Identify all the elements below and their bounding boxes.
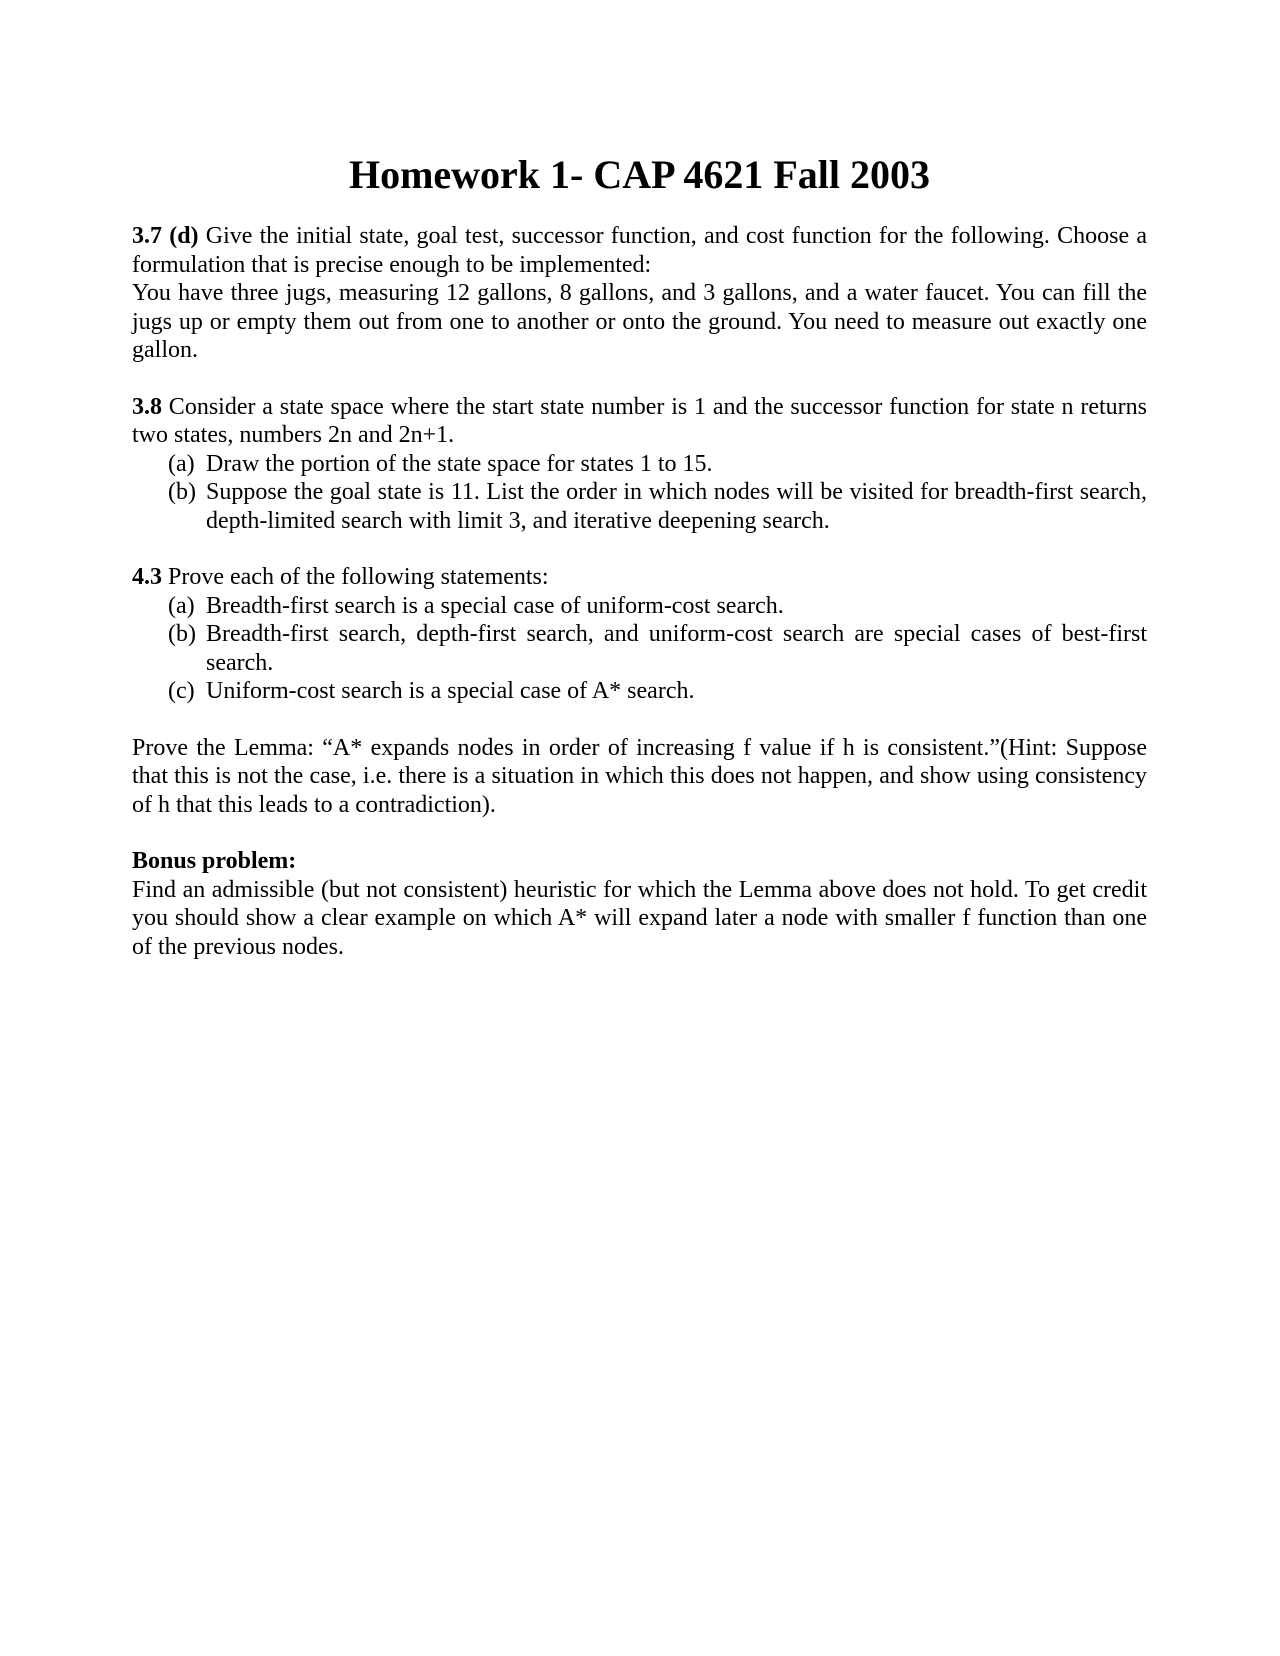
item-text: Breadth-first search is a special case of uniform-cost search. xyxy=(206,592,784,619)
item-label: (b) xyxy=(168,479,196,505)
question-text: Prove each of the following statements: xyxy=(162,564,549,590)
list-item xyxy=(168,450,1147,479)
list-item xyxy=(168,677,1147,706)
list-item xyxy=(168,620,1147,677)
question-3-7-intro xyxy=(132,222,1147,279)
question-number: 3.8 xyxy=(132,393,162,420)
item-label: (c) xyxy=(168,678,195,704)
question-3-8-intro xyxy=(132,393,1147,450)
question-text: Consider a state space where the start state number is 1 and the successor function for state n returns two states, numbers 2n and 2n+1. xyxy=(132,393,1147,448)
item-text: Uniform-cost search is a special case of A* search. xyxy=(206,678,695,704)
item-text: Suppose the goal state is 11. List the order in which nodes will be visited for breadth-first search, depth-limited search with limit 3, and iterative deepening search. xyxy=(206,479,1147,534)
item-text: Breadth-first search, depth-first search, and uniform-cost search are special cases of best-first search. xyxy=(206,621,1147,676)
question-4-3-intro xyxy=(132,563,1147,592)
question-number: 3.7 (d) xyxy=(132,223,199,249)
item-label: (a) xyxy=(168,592,195,619)
list-item xyxy=(168,478,1147,535)
list-item xyxy=(168,592,1147,621)
item-text: Draw the portion of the state space for states 1 to 15. xyxy=(206,450,713,477)
item-label: (b) xyxy=(168,621,196,647)
lemma-paragraph: Prove the Lemma: “A* expands nodes in order of increasing f value if h is consistent.”(Hint: Suppose that this is not the case, i.e. there is a situation in which this does not happen, and show using consistency of h that this leads to a contradiction). xyxy=(132,734,1147,818)
page-title: Homework 1- CAP 4621 Fall 2003 xyxy=(348,152,931,197)
question-3-7-body: You have three jugs, measuring 12 gallons, 8 gallons, and 3 gallons, and a water faucet. You can fill the jugs up or empty them out from one to another or onto the ground. You need to measure out exactly one gallon. xyxy=(132,280,1147,363)
bonus-paragraph: Find an admissible (but not consistent) heuristic for which the Lemma above does not hold. To get credit you should show a clear example on which A* will expand later a node with smaller f function than one of the previous nodes. xyxy=(132,876,1147,960)
document-page xyxy=(132,150,1147,961)
item-label: (a) xyxy=(168,450,195,477)
question-number: 4.3 xyxy=(132,564,162,590)
question-text: Give the initial state, goal test, successor function, and cost function for the following. Choose a formulation that is precise enough to be implemented: xyxy=(132,223,1147,278)
bonus-heading: Bonus problem: xyxy=(132,848,297,874)
